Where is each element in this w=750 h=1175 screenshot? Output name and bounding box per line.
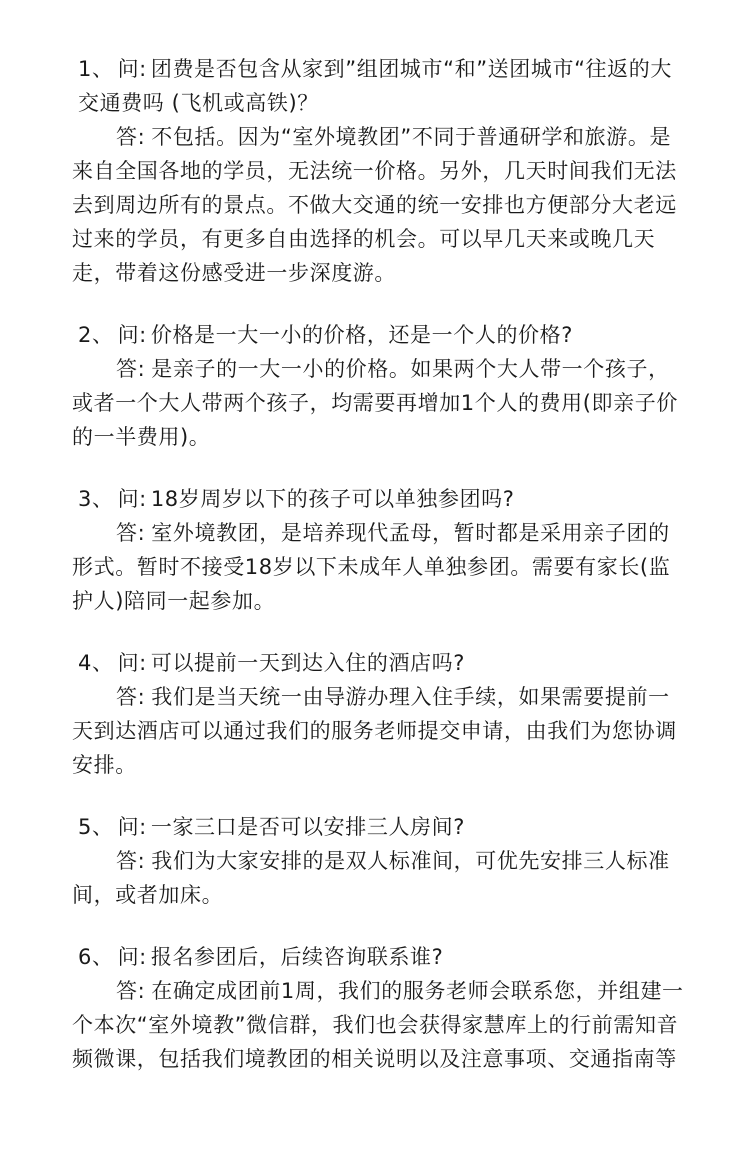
answer-label: 答:	[116, 685, 146, 709]
question-label: 问:	[117, 57, 147, 81]
question-label: 问:	[117, 815, 147, 839]
answer-text: 我们为大家安排的是双人标准间，可优先安排三人标准间，或者加床。	[72, 849, 670, 907]
answer-text: 在确定成团前1周，我们的服务老师会联系您，并组建一个本次“室外境教”微信群，我们也会获得家慧库上的行前需知音频微课，包括我们境教团的相关说明以及注意事项、交通指南等	[72, 979, 684, 1071]
faq-item-2	[72, 318, 684, 454]
faq-item-5	[72, 810, 684, 912]
question-label: 问:	[117, 323, 147, 347]
answer-label: 答:	[116, 979, 146, 1003]
item-number: 4、	[78, 651, 114, 675]
faq-item-3	[72, 482, 684, 618]
item-number: 1、	[78, 57, 114, 81]
faq-item-6	[72, 940, 684, 1076]
question-text: 一家三口是否可以安排三人房间?	[150, 815, 465, 839]
question-line	[72, 810, 684, 844]
answer-line	[72, 352, 684, 454]
answer-label: 答:	[116, 125, 146, 149]
faq-document	[72, 52, 684, 1076]
question-text: 报名参团后，后续咨询联系谁?	[150, 945, 444, 969]
question-line	[72, 482, 684, 516]
answer-line	[72, 516, 684, 618]
answer-line	[72, 844, 684, 912]
answer-label: 答:	[116, 357, 146, 381]
answer-label: 答:	[116, 521, 146, 545]
item-number: 6、	[78, 945, 114, 969]
answer-text: 不包括。因为“室外境教团”不同于普通研学和旅游。是来自全国各地的学员，无法统一价格。另外，几天时间我们无法去到周边所有的景点。不做大交通的统一安排也方便部分大老远过来的学员，有更多自由选择的机会。可以早几天来或晚几天走，带着这份感受进一步深度游。	[72, 125, 677, 285]
answer-label: 答:	[116, 849, 146, 873]
answer-text: 我们是当天统一由导游办理入住手续，如果需要提前一天到达酒店可以通过我们的服务老师提交申请，由我们为您协调安排。	[72, 685, 677, 777]
question-label: 问:	[117, 651, 147, 675]
question-label: 问:	[117, 487, 147, 511]
item-number: 5、	[78, 815, 114, 839]
question-line	[72, 940, 684, 974]
question-text: 18岁周岁以下的孩子可以单独参团吗?	[150, 487, 515, 511]
answer-line	[72, 974, 684, 1076]
question-text: 可以提前一天到达入住的酒店吗?	[150, 651, 465, 675]
answer-line	[72, 680, 684, 782]
question-line	[72, 318, 684, 352]
question-text: 团费是否包含从家到”组团城市“和”送团城市“往返的大交通费吗 (飞机或高铁)？	[78, 57, 672, 115]
question-line	[72, 646, 684, 680]
answer-text: 室外境教团，是培养现代孟母，暂时都是采用亲子团的形式。暂时不接受18岁以下未成年人单独参团。需要有家长(监护人)陪同一起参加。	[72, 521, 671, 613]
item-number: 2、	[78, 323, 114, 347]
question-text: 价格是一大一小的价格，还是一个人的价格?	[150, 323, 573, 347]
answer-line	[72, 120, 684, 290]
question-label: 问:	[117, 945, 147, 969]
item-number: 3、	[78, 487, 114, 511]
faq-item-4	[72, 646, 684, 782]
question-line	[72, 52, 684, 120]
faq-item-1	[72, 52, 684, 290]
answer-text: 是亲子的一大一小的价格。如果两个大人带一个孩子，或者一个大人带两个孩子，均需要再增加1个人的费用(即亲子价的一半费用)。	[72, 357, 678, 449]
